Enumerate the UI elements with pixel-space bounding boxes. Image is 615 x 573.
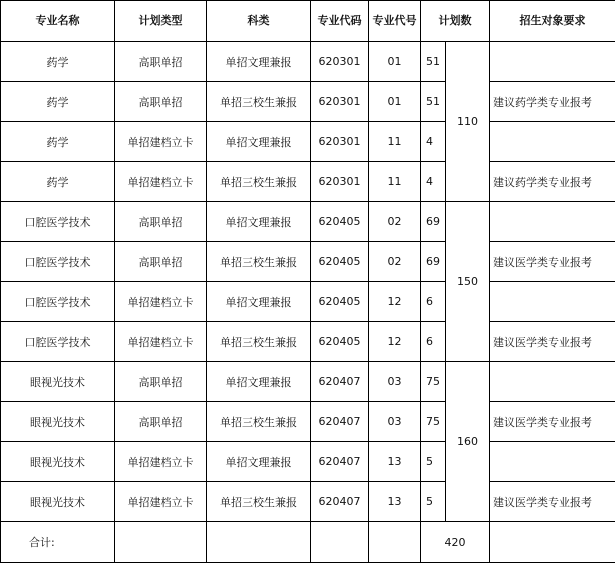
cell-major-code: 620405 — [311, 242, 369, 282]
cell-plan-type: 高职单招 — [115, 82, 207, 122]
cell-requirement: 建议医学类专业报考 — [490, 482, 615, 522]
table-row — [1, 362, 615, 402]
cell-category: 单招文理兼报 — [207, 282, 311, 322]
cell-plan-count: 6 — [421, 282, 446, 322]
cell-major-number: 01 — [369, 42, 421, 82]
cell-subtotal-dental: 150 — [446, 202, 490, 362]
cell-major-number: 02 — [369, 242, 421, 282]
cell-major-name: 药学 — [1, 82, 115, 122]
header-requirement: 招生对象要求 — [490, 1, 615, 42]
table-row — [1, 402, 615, 442]
cell-major-name: 口腔医学技术 — [1, 322, 115, 362]
table-row — [1, 162, 615, 202]
cell-major-name: 口腔医学技术 — [1, 282, 115, 322]
cell-category: 单招文理兼报 — [207, 42, 311, 82]
cell-category: 单招三校生兼报 — [207, 482, 311, 522]
cell-major-code: 620407 — [311, 402, 369, 442]
table-row — [1, 442, 615, 482]
cell-plan-count: 69 — [421, 242, 446, 282]
table-row — [1, 482, 615, 522]
cell-plan-type: 单招建档立卡 — [115, 122, 207, 162]
total-row — [1, 522, 615, 563]
cell-plan-count: 5 — [421, 442, 446, 482]
cell-major-code: 620301 — [311, 42, 369, 82]
cell-requirement: 建议医学类专业报考 — [490, 322, 615, 362]
header-category: 科类 — [207, 1, 311, 42]
cell-plan-count: 4 — [421, 162, 446, 202]
cell-major-name: 口腔医学技术 — [1, 242, 115, 282]
cell-requirement: 建议药学类专业报考 — [490, 82, 615, 122]
cell-category: 单招文理兼报 — [207, 362, 311, 402]
total-empty-cell — [490, 522, 615, 563]
cell-major-code: 620407 — [311, 362, 369, 402]
cell-plan-type: 高职单招 — [115, 402, 207, 442]
total-value: 420 — [421, 522, 490, 563]
cell-requirement — [490, 42, 615, 82]
cell-plan-type: 高职单招 — [115, 202, 207, 242]
header-major-name: 专业名称 — [1, 1, 115, 42]
cell-major-number: 03 — [369, 362, 421, 402]
total-empty-cell — [207, 522, 311, 563]
table-row — [1, 82, 615, 122]
cell-category: 单招三校生兼报 — [207, 242, 311, 282]
cell-subtotal-optometry: 160 — [446, 362, 490, 522]
cell-plan-type: 高职单招 — [115, 242, 207, 282]
cell-major-number: 13 — [369, 442, 421, 482]
cell-major-number: 03 — [369, 402, 421, 442]
cell-plan-count: 6 — [421, 322, 446, 362]
cell-category: 单招三校生兼报 — [207, 162, 311, 202]
cell-major-number: 01 — [369, 82, 421, 122]
cell-category: 单招文理兼报 — [207, 202, 311, 242]
cell-major-code: 620301 — [311, 82, 369, 122]
cell-plan-count: 51 — [421, 42, 446, 82]
cell-plan-type: 单招建档立卡 — [115, 442, 207, 482]
cell-subtotal-pharmacy: 110 — [446, 42, 490, 202]
total-label: 合计: — [1, 522, 115, 563]
cell-requirement — [490, 202, 615, 242]
total-empty-cell — [311, 522, 369, 563]
header-major-code: 专业代码 — [311, 1, 369, 42]
cell-plan-type: 单招建档立卡 — [115, 322, 207, 362]
cell-major-number: 11 — [369, 162, 421, 202]
cell-major-number: 12 — [369, 322, 421, 362]
table-row — [1, 322, 615, 362]
cell-major-name: 眼视光技术 — [1, 402, 115, 442]
cell-requirement: 建议医学类专业报考 — [490, 242, 615, 282]
table-row — [1, 282, 615, 322]
table-row — [1, 202, 615, 242]
cell-plan-count: 4 — [421, 122, 446, 162]
cell-requirement — [490, 122, 615, 162]
cell-major-name: 眼视光技术 — [1, 362, 115, 402]
cell-plan-count: 51 — [421, 82, 446, 122]
cell-major-number: 02 — [369, 202, 421, 242]
cell-major-name: 药学 — [1, 122, 115, 162]
cell-requirement — [490, 362, 615, 402]
cell-plan-type: 单招建档立卡 — [115, 162, 207, 202]
cell-plan-type: 单招建档立卡 — [115, 282, 207, 322]
cell-requirement: 建议医学类专业报考 — [490, 402, 615, 442]
cell-category: 单招三校生兼报 — [207, 82, 311, 122]
cell-major-number: 12 — [369, 282, 421, 322]
table-header-row — [1, 1, 615, 42]
cell-major-name: 口腔医学技术 — [1, 202, 115, 242]
cell-plan-type: 高职单招 — [115, 362, 207, 402]
cell-major-code: 620405 — [311, 202, 369, 242]
cell-plan-count: 5 — [421, 482, 446, 522]
cell-category: 单招文理兼报 — [207, 122, 311, 162]
cell-plan-type: 高职单招 — [115, 42, 207, 82]
header-plan-type: 计划类型 — [115, 1, 207, 42]
cell-plan-count: 75 — [421, 402, 446, 442]
cell-category: 单招三校生兼报 — [207, 402, 311, 442]
cell-major-code: 620407 — [311, 442, 369, 482]
total-empty-cell — [115, 522, 207, 563]
cell-major-code: 620301 — [311, 162, 369, 202]
cell-requirement — [490, 442, 615, 482]
table-row — [1, 242, 615, 282]
cell-major-code: 620407 — [311, 482, 369, 522]
cell-major-name: 眼视光技术 — [1, 442, 115, 482]
cell-category: 单招文理兼报 — [207, 442, 311, 482]
cell-major-code: 620301 — [311, 122, 369, 162]
cell-plan-type: 单招建档立卡 — [115, 482, 207, 522]
cell-plan-count: 75 — [421, 362, 446, 402]
cell-major-number: 13 — [369, 482, 421, 522]
cell-requirement — [490, 282, 615, 322]
header-major-number: 专业代号 — [369, 1, 421, 42]
cell-major-name: 药学 — [1, 42, 115, 82]
cell-major-name: 眼视光技术 — [1, 482, 115, 522]
table-row — [1, 42, 615, 82]
header-plan-count: 计划数 — [421, 1, 490, 42]
total-empty-cell — [369, 522, 421, 563]
cell-major-code: 620405 — [311, 282, 369, 322]
cell-plan-count: 69 — [421, 202, 446, 242]
cell-major-name: 药学 — [1, 162, 115, 202]
cell-requirement: 建议药学类专业报考 — [490, 162, 615, 202]
cell-major-number: 11 — [369, 122, 421, 162]
cell-category: 单招三校生兼报 — [207, 322, 311, 362]
table-row — [1, 122, 615, 162]
cell-major-code: 620405 — [311, 322, 369, 362]
